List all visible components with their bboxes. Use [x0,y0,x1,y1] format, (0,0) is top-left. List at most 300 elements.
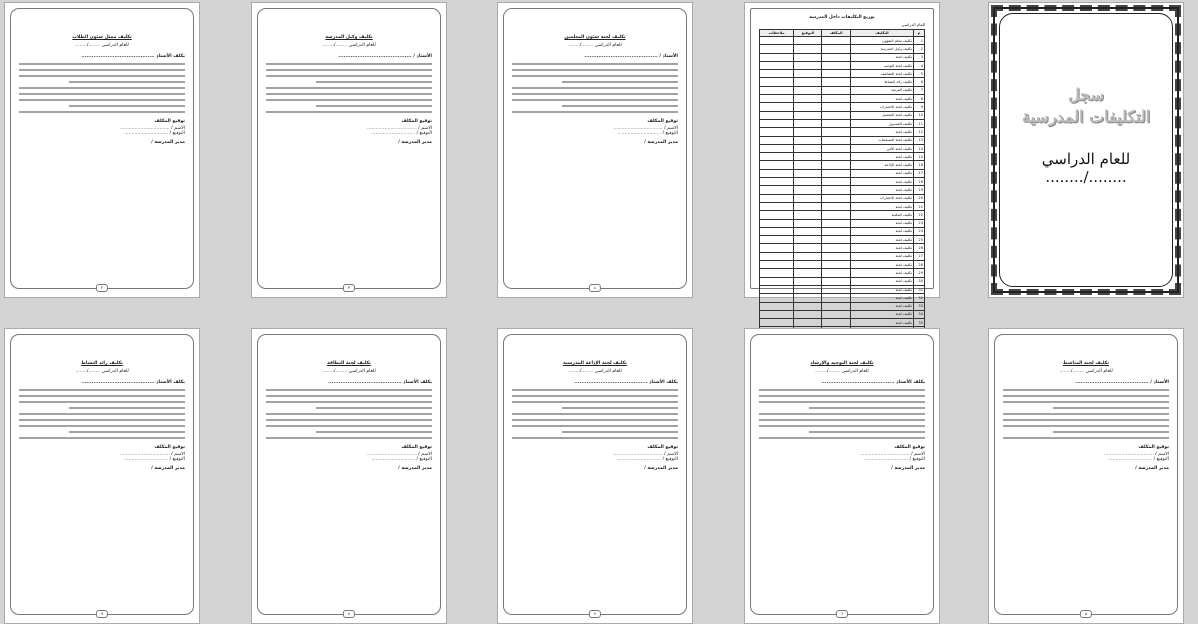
text-line [1003,389,1169,391]
table-row [760,128,925,136]
table-cell: تكليف لجنة [851,186,914,194]
table-row [760,202,925,210]
text-line [19,389,185,391]
school-year: للعام الدراسي ......../........ [75,369,129,374]
table-cell [822,277,851,285]
table-cell [760,45,794,53]
school-year: للعام الدراسي ......../........ [568,43,622,48]
name-field: الاسم / .................................. [367,126,432,131]
table-row [760,294,925,302]
table-cell [794,95,822,103]
text-line [512,69,678,71]
table-row [760,95,925,103]
table-cell: تكليف لجنة [851,294,914,302]
principal-label: مدير المدرسة / [151,466,185,471]
text-line [512,413,678,415]
table-cell: تكليف لجنة الأمن [851,144,914,152]
table-cell [822,186,851,194]
text-line [809,431,925,433]
table-cell: تكليف رائد النشاط [851,78,914,86]
table-header-cell: التكليف [851,30,914,37]
text-line [512,437,678,439]
school-year: للعام الدراسي ......../........ [322,43,376,48]
table-cell [794,103,822,111]
table-row [760,194,925,202]
table-cell: تكليف لجنة [851,53,914,61]
text-line [19,425,185,427]
table-cell [760,53,794,61]
teacher-label: يكلف الأستاذ .......................................... [574,380,678,385]
cover-year-blank: ......../........ [1045,168,1127,186]
cover-content [999,13,1173,287]
form-page [251,2,447,298]
form-title: تكليف وكيل المدرسة [325,35,373,40]
table-cell [822,95,851,103]
table-cell: تكليف الصندوق [851,119,914,127]
text-line [266,395,432,397]
page-frame [503,8,687,289]
text-line [316,407,432,409]
table-row [760,86,925,94]
page-number: ٢ [96,284,108,292]
name-field: الاسم / .................................. [120,452,185,457]
executed-label: توقيع المكلف [894,445,925,450]
table-header-cell: التوقيع [794,30,822,37]
table-cell: 7 [914,86,925,94]
table-row [760,244,925,252]
name-field: الاسم / .................................. [120,126,185,131]
text-line [809,407,925,409]
table-cell [760,294,794,302]
table-cell: تكليف لجنة [851,236,914,244]
table-cell [794,161,822,169]
table-cell: تكليف معلم الشؤون [851,37,914,45]
table-cell [760,37,794,45]
table-cell: تكليف لجنة [851,277,914,285]
table-cell [794,211,822,219]
name-field: الاسم / .................................. [860,452,925,457]
table-header-cell: المكلف [822,30,851,37]
table-cell [794,61,822,69]
table-cell: 22 [914,211,925,219]
table-row [760,269,925,277]
executed-label: توقيع المكلف [154,119,185,124]
table-cell [760,95,794,103]
table-row [760,277,925,285]
table-cell: 3 [914,53,925,61]
table-row [760,227,925,235]
text-line [512,93,678,95]
text-line [266,63,432,65]
table-cell: تكليف المرشد [851,86,914,94]
table-cell [822,194,851,202]
form-page [4,328,200,624]
table-cell: تكليف لجنة [851,227,914,235]
table-cell: 6 [914,78,925,86]
table-cell: تكليف وكيل المدرسة [851,45,914,53]
table-header-cell: ملاحظات [760,30,794,37]
table-cell [760,252,794,260]
table-cell [822,78,851,86]
text-line [1003,401,1169,403]
table-cell [822,244,851,252]
table-cell [794,277,822,285]
table-row [760,70,925,78]
table-cell [822,252,851,260]
page-frame [750,8,934,325]
cover-title [1000,84,1172,128]
table-cell: 29 [914,269,925,277]
executed-label: توقيع المكلف [401,119,432,124]
page-frame [503,334,687,615]
page-number: ٥ [1080,610,1092,618]
text-line [759,437,925,439]
table-cell [794,261,822,269]
table-row [760,211,925,219]
table-cell: تكليف لجنة المسابقات [851,136,914,144]
table-cell [760,136,794,144]
table-cell: تكليف لجنة الاختبارات [851,103,914,111]
table-row [760,186,925,194]
name-field: الاسم / .................................. [613,126,678,131]
table-cell: تكليف لجنة [851,244,914,252]
teacher-label: يكلف الأستاذ .......................................... [81,380,185,385]
cover-year-label: للعام الدراسي [1041,150,1131,168]
table-cell [822,103,851,111]
signature-field: التوقيع / .............................. [124,131,185,136]
text-line [512,111,678,113]
signature-field: التوقيع / .............................. [371,457,432,462]
text-line [19,63,185,65]
teacher-label: يكلف الأستاذ .......................................... [328,380,432,385]
page-number: ٣ [343,284,355,292]
table-cell [794,78,822,86]
form-title: تكليف لجنة شئون المعلمين [564,35,626,40]
text-line [1053,407,1169,409]
table-cell [794,285,822,293]
table-cell [760,319,794,327]
text-line [266,425,432,427]
table-cell [822,45,851,53]
signature-field: التوقيع / .............................. [371,131,432,136]
table-cell: تكليف لجنة [851,269,914,277]
table-cell: تكليف لجنة الاختبارات [851,194,914,202]
table-cell [822,269,851,277]
page-frame [257,334,441,615]
text-line [512,401,678,403]
table-cell [760,86,794,94]
principal-label: مدير المدرسة / [1135,466,1169,471]
table-subtitle: للعام الدراسي [901,22,925,27]
executed-label: توقيع المكلف [401,445,432,450]
signature-field: التوقيع / .............................. [617,131,678,136]
text-line [316,81,432,83]
table-cell: تكليف المكتبة [851,211,914,219]
table-cell [794,111,822,119]
table-cell: 33 [914,302,925,310]
table-cell: 23 [914,219,925,227]
text-line [19,111,185,113]
table-row [760,161,925,169]
principal-label: مدير المدرسة / [151,140,185,145]
page-frame [750,334,934,615]
table-cell [794,202,822,210]
table-cell [760,111,794,119]
table-row [760,252,925,260]
executed-label: توقيع المكلف [1138,445,1169,450]
text-line [1003,425,1169,427]
text-line [512,87,678,89]
principal-label: مدير المدرسة / [891,466,925,471]
table-cell: 32 [914,294,925,302]
table-cell [760,310,794,318]
table-row [760,45,925,53]
table-cell: 24 [914,227,925,235]
table-row [760,153,925,161]
table-cell [794,244,822,252]
text-line [266,419,432,421]
table-cell [794,302,822,310]
text-line [69,407,185,409]
cover-title-line1: سجل [1068,85,1104,104]
text-line [512,99,678,101]
table-cell [760,236,794,244]
table-cell [760,61,794,69]
name-field: الاسم / .................................. [613,452,678,457]
table-cell: 18 [914,178,925,186]
signature-field: التوقيع / .............................. [617,457,678,462]
table-cell [822,37,851,45]
table-cell [794,227,822,235]
table-row [760,78,925,86]
table-row [760,261,925,269]
table-row [760,219,925,227]
table-cell [760,128,794,136]
cover-title-line2: التكليفات المدرسية [1021,107,1151,126]
table-cell [822,119,851,127]
principal-label: مدير المدرسة / [644,140,678,145]
table-cell: 15 [914,153,925,161]
school-year: للعام الدراسي ......../........ [568,369,622,374]
table-cell [794,310,822,318]
table-cell [760,202,794,210]
table-row [760,53,925,61]
table-row [760,319,925,327]
text-line [1003,413,1169,415]
form-title: تكليف ممثل شئون الطلاب [72,35,132,40]
text-line [266,389,432,391]
form-title: تكليف لجنة الإذاعة المدرسية [563,361,627,366]
table-cell [794,236,822,244]
page-number: ٨ [343,610,355,618]
table-cell [822,144,851,152]
cover-page [988,2,1184,298]
table-row [760,111,925,119]
table-cell [760,285,794,293]
table-cell: تكليف لجنة التوجيه [851,61,914,69]
form-page [4,2,200,298]
table-cell: 16 [914,161,925,169]
table-cell [760,219,794,227]
table-cell: 20 [914,194,925,202]
text-line [19,395,185,397]
table-cell: تكليف لجنة [851,261,914,269]
form-title: تكليف لجنة النظافة [327,361,371,366]
table-cell [794,37,822,45]
table-cell: 19 [914,186,925,194]
page-number: ٩ [96,610,108,618]
table-cell [822,86,851,94]
table-cell [794,219,822,227]
form-page [251,328,447,624]
table-cell: 30 [914,277,925,285]
table-cell: تكليف لجنة [851,252,914,260]
executed-label: توقيع المكلف [647,445,678,450]
table-cell [794,294,822,302]
text-line [19,87,185,89]
table-cell: تكليف لجنة [851,169,914,177]
table-cell: 25 [914,236,925,244]
table-cell [822,211,851,219]
table-cell [822,285,851,293]
text-line [266,99,432,101]
table-cell [760,211,794,219]
table-cell [760,119,794,127]
text-line [1053,431,1169,433]
table-row [760,119,925,127]
table-cell [794,53,822,61]
table-cell [760,161,794,169]
name-field: الاسم / .................................. [367,452,432,457]
text-line [316,105,432,107]
text-line [512,395,678,397]
text-line [562,105,678,107]
table-cell: 8 [914,95,925,103]
table-cell [822,128,851,136]
table-cell: 17 [914,169,925,177]
table-cell [760,244,794,252]
table-row [760,103,925,111]
table-cell [760,78,794,86]
school-year: للعام الدراسي ......../........ [1059,369,1113,374]
page-number: ٦ [836,610,848,618]
text-line [19,93,185,95]
text-line [1003,437,1169,439]
text-line [266,93,432,95]
table-cell: تكليف لجنة [851,310,914,318]
text-line [19,75,185,77]
signature-field: التوقيع / .............................. [124,457,185,462]
table-cell: تكليف لجنة التحصيل [851,111,914,119]
form-page [988,328,1184,624]
table-cell [822,261,851,269]
table-cell [760,169,794,177]
principal-label: مدير المدرسة / [644,466,678,471]
teacher-label: الأستاذ / .......................................... [1075,380,1169,385]
table-cell [760,186,794,194]
table-cell: 34 [914,310,925,318]
school-year: للعام الدراسي ......../........ [75,43,129,48]
text-line [562,407,678,409]
text-line [562,81,678,83]
text-line [759,395,925,397]
text-line [266,401,432,403]
text-line [1003,419,1169,421]
table-cell: 1 [914,37,925,45]
text-line [512,419,678,421]
text-line [19,419,185,421]
text-line [1003,395,1169,397]
table-row [760,178,925,186]
table-row [760,136,925,144]
table-cell [822,111,851,119]
table-row [760,169,925,177]
distribution-table-page [744,2,940,325]
table-cell: تكليف لجنة [851,319,914,327]
text-line [759,425,925,427]
table-cell [822,161,851,169]
table-cell [794,319,822,327]
page-number: ٧ [589,610,601,618]
table-cell [822,136,851,144]
table-cell: 12 [914,128,925,136]
form-title: تكليف لجنة المناشط [1063,361,1109,366]
table-row [760,236,925,244]
text-line [19,69,185,71]
table-cell: تكليف لجنة المقاصف [851,70,914,78]
table-cell: 2 [914,45,925,53]
table-cell: 21 [914,202,925,210]
form-title: تكليف لجنة التوجيه والإرشاد [810,361,874,366]
text-line [512,63,678,65]
table-cell [794,252,822,260]
table-cell: تكليف لجنة [851,178,914,186]
table-cell [794,194,822,202]
table-cell [822,236,851,244]
text-line [266,87,432,89]
table-row [760,285,925,293]
table-cell: تكليف لجنة [851,219,914,227]
page-number: ٤ [589,284,601,292]
text-line [266,69,432,71]
table-cell [794,136,822,144]
teacher-label: يكلف الأستاذ .......................................... [821,380,925,385]
table-cell [794,178,822,186]
text-line [759,389,925,391]
table-row [760,61,925,69]
table-cell [794,186,822,194]
table-cell: 11 [914,119,925,127]
table-cell [760,227,794,235]
table-row [760,37,925,45]
table-cell [760,70,794,78]
table-cell [822,310,851,318]
table-cell [794,269,822,277]
table-cell [822,219,851,227]
table-cell [822,202,851,210]
distribution-table [759,29,925,336]
name-field: الاسم / .................................. [1104,452,1169,457]
teacher-label: يكلف الأستاذ .......................................... [81,54,185,59]
table-cell [822,53,851,61]
text-line [19,437,185,439]
table-cell [794,70,822,78]
text-line [759,413,925,415]
table-cell [822,294,851,302]
table-cell: تكليف لجنة [851,302,914,310]
table-cell: 10 [914,111,925,119]
table-cell: تكليف لجنة [851,153,914,161]
